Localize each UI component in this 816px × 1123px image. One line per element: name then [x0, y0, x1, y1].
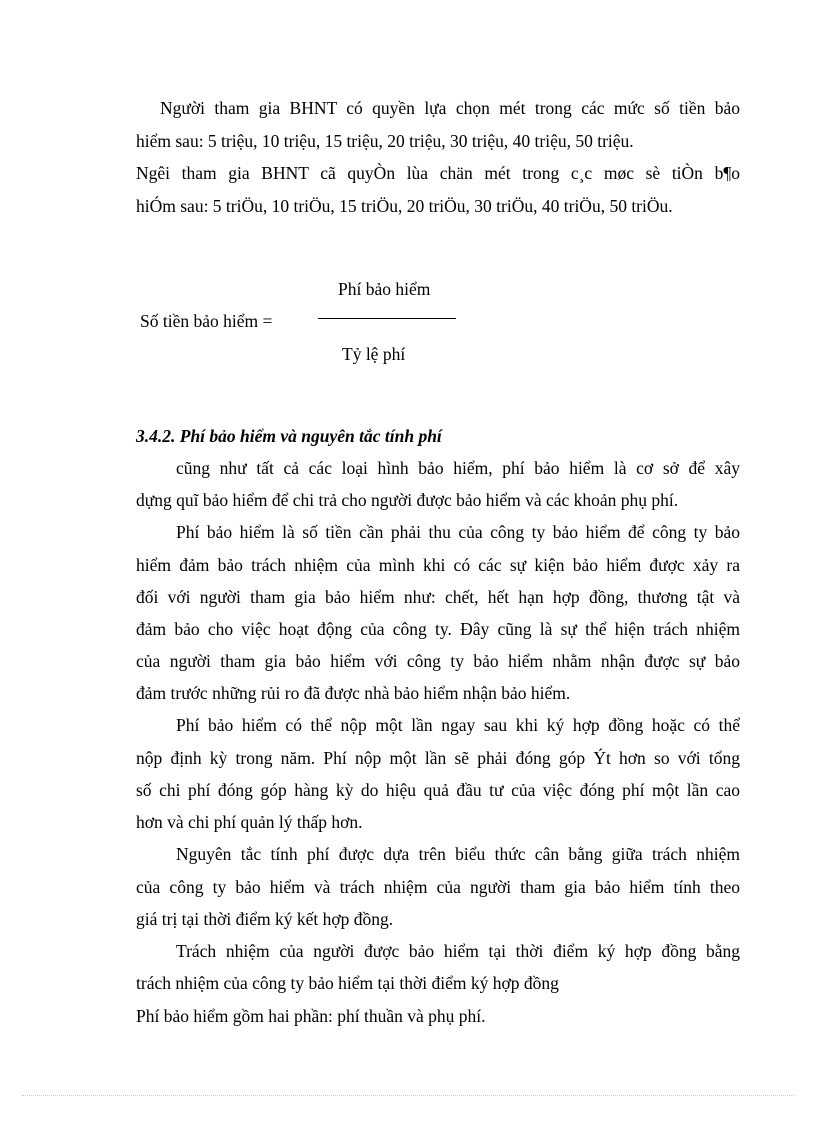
body-line: của công ty bảo hiểm và trách nhiệm của người tham gia bảo hiểm tính theo [136, 877, 740, 897]
body-line: hiểm đảm bảo trách nhiệm của mình khi có các sự kiện bảo hiểm được xảy ra [136, 555, 740, 575]
garbled-line-2: hiÓm sau: 5 triÖu, 10 triÖu, 15 triÖu, 20 triÖu, 30 triÖu, 40 triÖu, 50 triÖu. [136, 196, 673, 216]
body-line: đối với người tham gia bảo hiểm như: chết, hết hạn hợp đồng, thương tật và [136, 587, 740, 607]
formula-numerator: Phí bảo hiểm [338, 279, 431, 299]
body-line: giá trị tại thời điểm ký kết hợp đồng. [136, 909, 394, 929]
intro-line-2: hiểm sau: 5 triệu, 10 triệu, 15 triệu, 20 triệu, 30 triệu, 40 triệu, 50 triệu. [136, 131, 634, 151]
body-line: nộp định kỳ trong năm. Phí nộp một lần sẽ phải đóng góp Ýt hơn so với tổng [136, 748, 740, 768]
body-line: trách nhiệm của công ty bảo hiểm tại thời điểm ký hợp đồng [136, 973, 559, 993]
body-line: của người tham gia bảo hiểm với công ty bảo hiểm nhằm nhận được sự bảo [136, 651, 740, 671]
body-line: đảm bảo cho việc hoạt động của công ty. Đây cũng là sự thể hiện trách nhiệm [136, 619, 740, 639]
body-line: số chi phí đóng góp hàng kỳ do hiệu quả đầu tư của việc đóng phí một lần cao [136, 780, 740, 800]
body-line: Phí bảo hiểm là số tiền cần phải thu của công ty bảo hiểm để công ty bảo [176, 522, 740, 542]
formula-lhs: Số tiền bảo hiểm = [140, 311, 273, 331]
body-line: đảm trước những rủi ro đã được nhà bảo hiểm nhận bảo hiểm. [136, 683, 571, 703]
formula-denominator: Tỷ lệ phí [342, 344, 406, 364]
section-heading: 3.4.2. Phí bảo hiểm và nguyên tắc tính phí [136, 426, 442, 446]
body-line: dựng quĩ bảo hiểm để chi trả cho người được bảo hiểm và các khoản phụ phí. [136, 490, 679, 510]
body-line: Phí bảo hiểm gồm hai phần: phí thuần và phụ phí. [136, 1006, 486, 1026]
body-line: Phí bảo hiểm có thể nộp một lần ngay sau khi ký hợp đồng hoặc có thể [176, 715, 740, 735]
garbled-line-1: Ngêi tham gia BHNT cã quyÒn lùa chän mét trong c¸c møc sè tiÒn b¶o [136, 163, 740, 183]
body-line: Nguyên tắc tính phí được dựa trên biểu thức cân bằng giữa trách nhiệm [176, 844, 740, 864]
intro-line-1: Người tham gia BHNT có quyền lựa chọn mét trong các mức số tiền bảo [160, 98, 740, 118]
fraction-rule [318, 318, 456, 319]
footer-divider [22, 1095, 794, 1096]
body-line: cũng như tất cả các loại hình bảo hiểm, phí bảo hiểm là cơ sở để xây [176, 458, 740, 478]
body-line: hơn và chi phí quản lý thấp hơn. [136, 812, 363, 832]
body-line: Trách nhiệm của người được bảo hiểm tại thời điểm ký hợp đồng bằng [176, 941, 740, 961]
